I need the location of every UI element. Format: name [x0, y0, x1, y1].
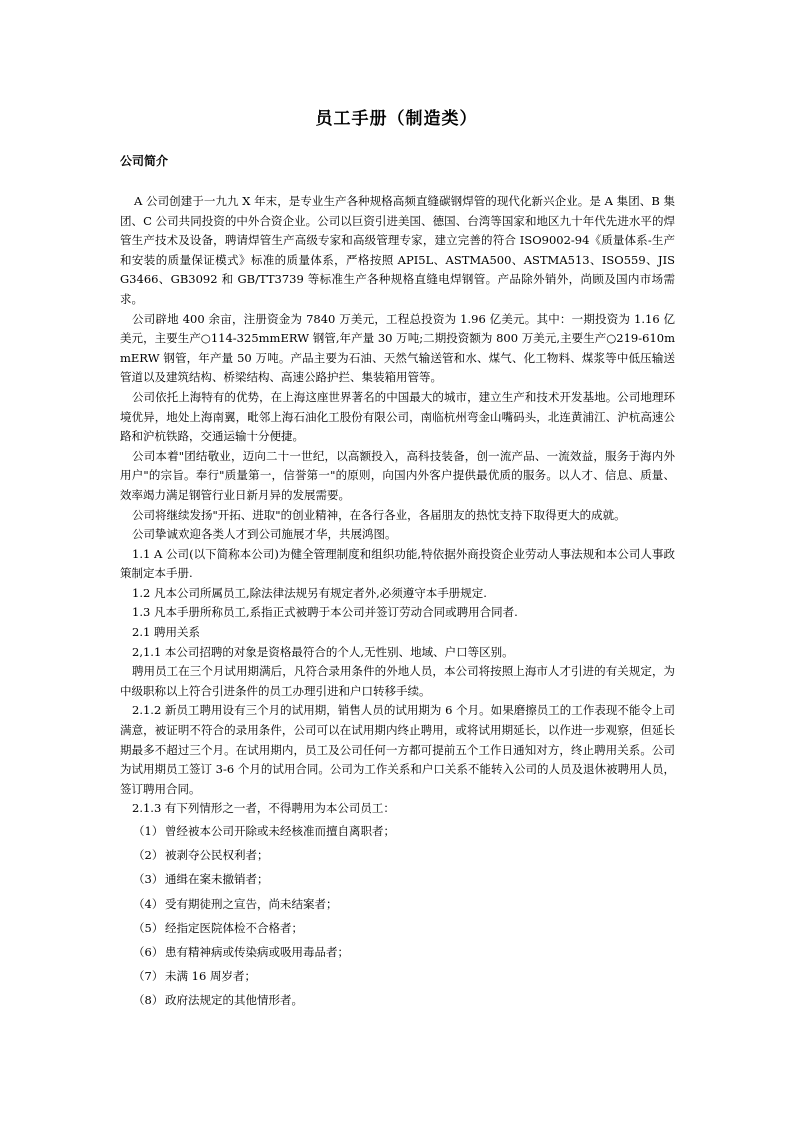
list-item	[120, 940, 675, 964]
paragraph: 1.3 凡本手册所称员工,系指正式被聘于本公司并签订劳动合同或聘用合同者.	[132, 605, 518, 620]
list-number: （4）	[133, 896, 164, 911]
paragraph: 2.1.3 有下列情形之一者，不得聘用为本公司员工：	[132, 801, 395, 816]
list-text: 未满 16 周岁者；	[165, 969, 256, 984]
list-text: 政府法规定的其他情形者。	[165, 993, 303, 1008]
paragraph: 1.1 A 公司(以下简称本公司)为健全管理制度和组织功能,特依据外商投资企业劳动人事法规和本公司人事政策制定本手册.	[120, 546, 675, 581]
list-item	[120, 916, 675, 940]
list-number: （5）	[133, 920, 164, 935]
ineligibility-list	[120, 819, 675, 1013]
list-item	[120, 988, 675, 1012]
paragraph: A 公司创建于一九九 X 年末，是专业生产各种规格高频直缝碳钢焊管的现代化新兴企业。是 A 集团、B 集团、C 公司共同投资的中外合资企业。公司以巨资引进美国、德国、台湾等国家和地区九十年代先进水平的焊管生产技术及设备，聘请焊管生产高级专家和高级管理专家，建立完善的符合 ISO9002-94《质量体系-生产和安装的质量保证模式》标准的质量体系，严格按照 API5L、ASTMA500、ASTMA513、ISO559、JIS G3466、GB3092 和 GB/TT3739 等标准生产各种规格直缝电焊钢管。产品除外销外，尚顾及国内市场需求。	[120, 194, 675, 306]
section-heading: 公司简介	[120, 154, 169, 168]
paragraph: 公司依托上海特有的优势，在上海这座世界著名的中国最大的城市，建立生产和技术开发基地。公司地理环境优异，地处上海南翼，毗邻上海石油化工股份有限公司，南临杭州弯金山嘴码头，北连黄浦江、沪杭高速公路和沪杭铁路，交通运输十分便捷。	[120, 389, 675, 444]
document-title: 员工手册（制造类）	[315, 109, 478, 129]
paragraph: 2.1.2 新员工聘用设有三个月的试用期，销售人员的试用期为 6 个月。如果磨擦员工的工作表现不能令上司满意，被证明不符合的录用条件，公司可以在试用期内终止聘用，或将试用期延长，以作进一步观察，但延长期最多不超过三个月。在试用期内，员工及公司任何一方都可提前五个工作日通知对方，终止聘用关系。公司为试用期员工签订 3-6 个月的试用合同。公司为工作关系和户口关系不能转入公司的人员及退休被聘用人员，签订聘用合同。	[120, 703, 675, 796]
list-number: （7）	[133, 969, 164, 984]
paragraph: 2.1 聘用关系	[132, 625, 200, 640]
list-text: 通缉在案未撤销者；	[165, 872, 269, 887]
list-number: （8）	[133, 993, 164, 1008]
list-number: （1）	[133, 824, 164, 838]
list-item	[120, 819, 675, 843]
document-body	[120, 192, 675, 1013]
list-item	[120, 892, 675, 916]
paragraph: 公司本着"团结敬业，迈向二十一世纪，以高额投入，高科技装备，创一流产品、一流效益，服务于海内外用户"的宗旨。奉行"质量第一，信誉第一"的原则，向国内外客户提供最优质的服务。以人才、信息、质量、效率竭力满足钢管行业日新月异的发展需要。	[120, 448, 675, 502]
paragraph: 公司挚诚欢迎各类人才到公司施展才华，共展鸿图。	[132, 527, 397, 542]
paragraph: 聘用员工在三个月试用期满后，凡符合录用条件的外地人员，本公司将按照上海市人才引进的有关规定，为中级职称以上符合引进条件的员工办理引进和户口转移手续。	[120, 664, 675, 698]
list-number: （3）	[133, 872, 164, 887]
list-text: 患有精神病或传染病或吸用毒品者；	[165, 945, 349, 960]
list-text: 经指定医院体检不合格者；	[165, 920, 303, 935]
paragraph: 2,1.1 本公司招聘的对象是资格最符合的个人,无性别、地域、户口等区别。	[132, 644, 514, 659]
paragraph: 1.2 凡本公司所属员工,除法律法规另有规定者外,必须遵守本手册规定.	[132, 585, 487, 600]
list-text: 受有期徒刑之宣告，尚未结案者；	[165, 896, 338, 911]
paragraph: 公司将继续发扬"开拓、进取"的创业精神，在各行各业，各届朋友的热忱支持下取得更大的成就。	[132, 507, 626, 522]
list-item	[120, 964, 675, 988]
paragraph: 公司辟地 400 余亩，注册资金为 7840 万美元，工程总投资为 1.96 亿美元。其中：一期投资为 1.16 亿美元，主要生产○114-325mmERW 钢管,年产量 30 万吨;二期投资额为 800 万美元,主要生产○219-610mmERW 钢管，年产量 50 万吨。产品主要为石油、天然气输送管和水、煤气、化工物料、煤浆等中低压输送管道以及建筑结构、桥梁结构、高速公路护拦、集装箱用管等。	[120, 311, 675, 385]
list-number: （2）	[133, 848, 164, 863]
list-item	[120, 843, 675, 867]
list-item	[120, 867, 675, 891]
list-text: 曾经被本公司开除或未经核准而擅自离职者；	[165, 824, 395, 838]
list-text: 被剥夺公民权利者；	[165, 848, 269, 863]
list-number: （6）	[133, 945, 164, 960]
